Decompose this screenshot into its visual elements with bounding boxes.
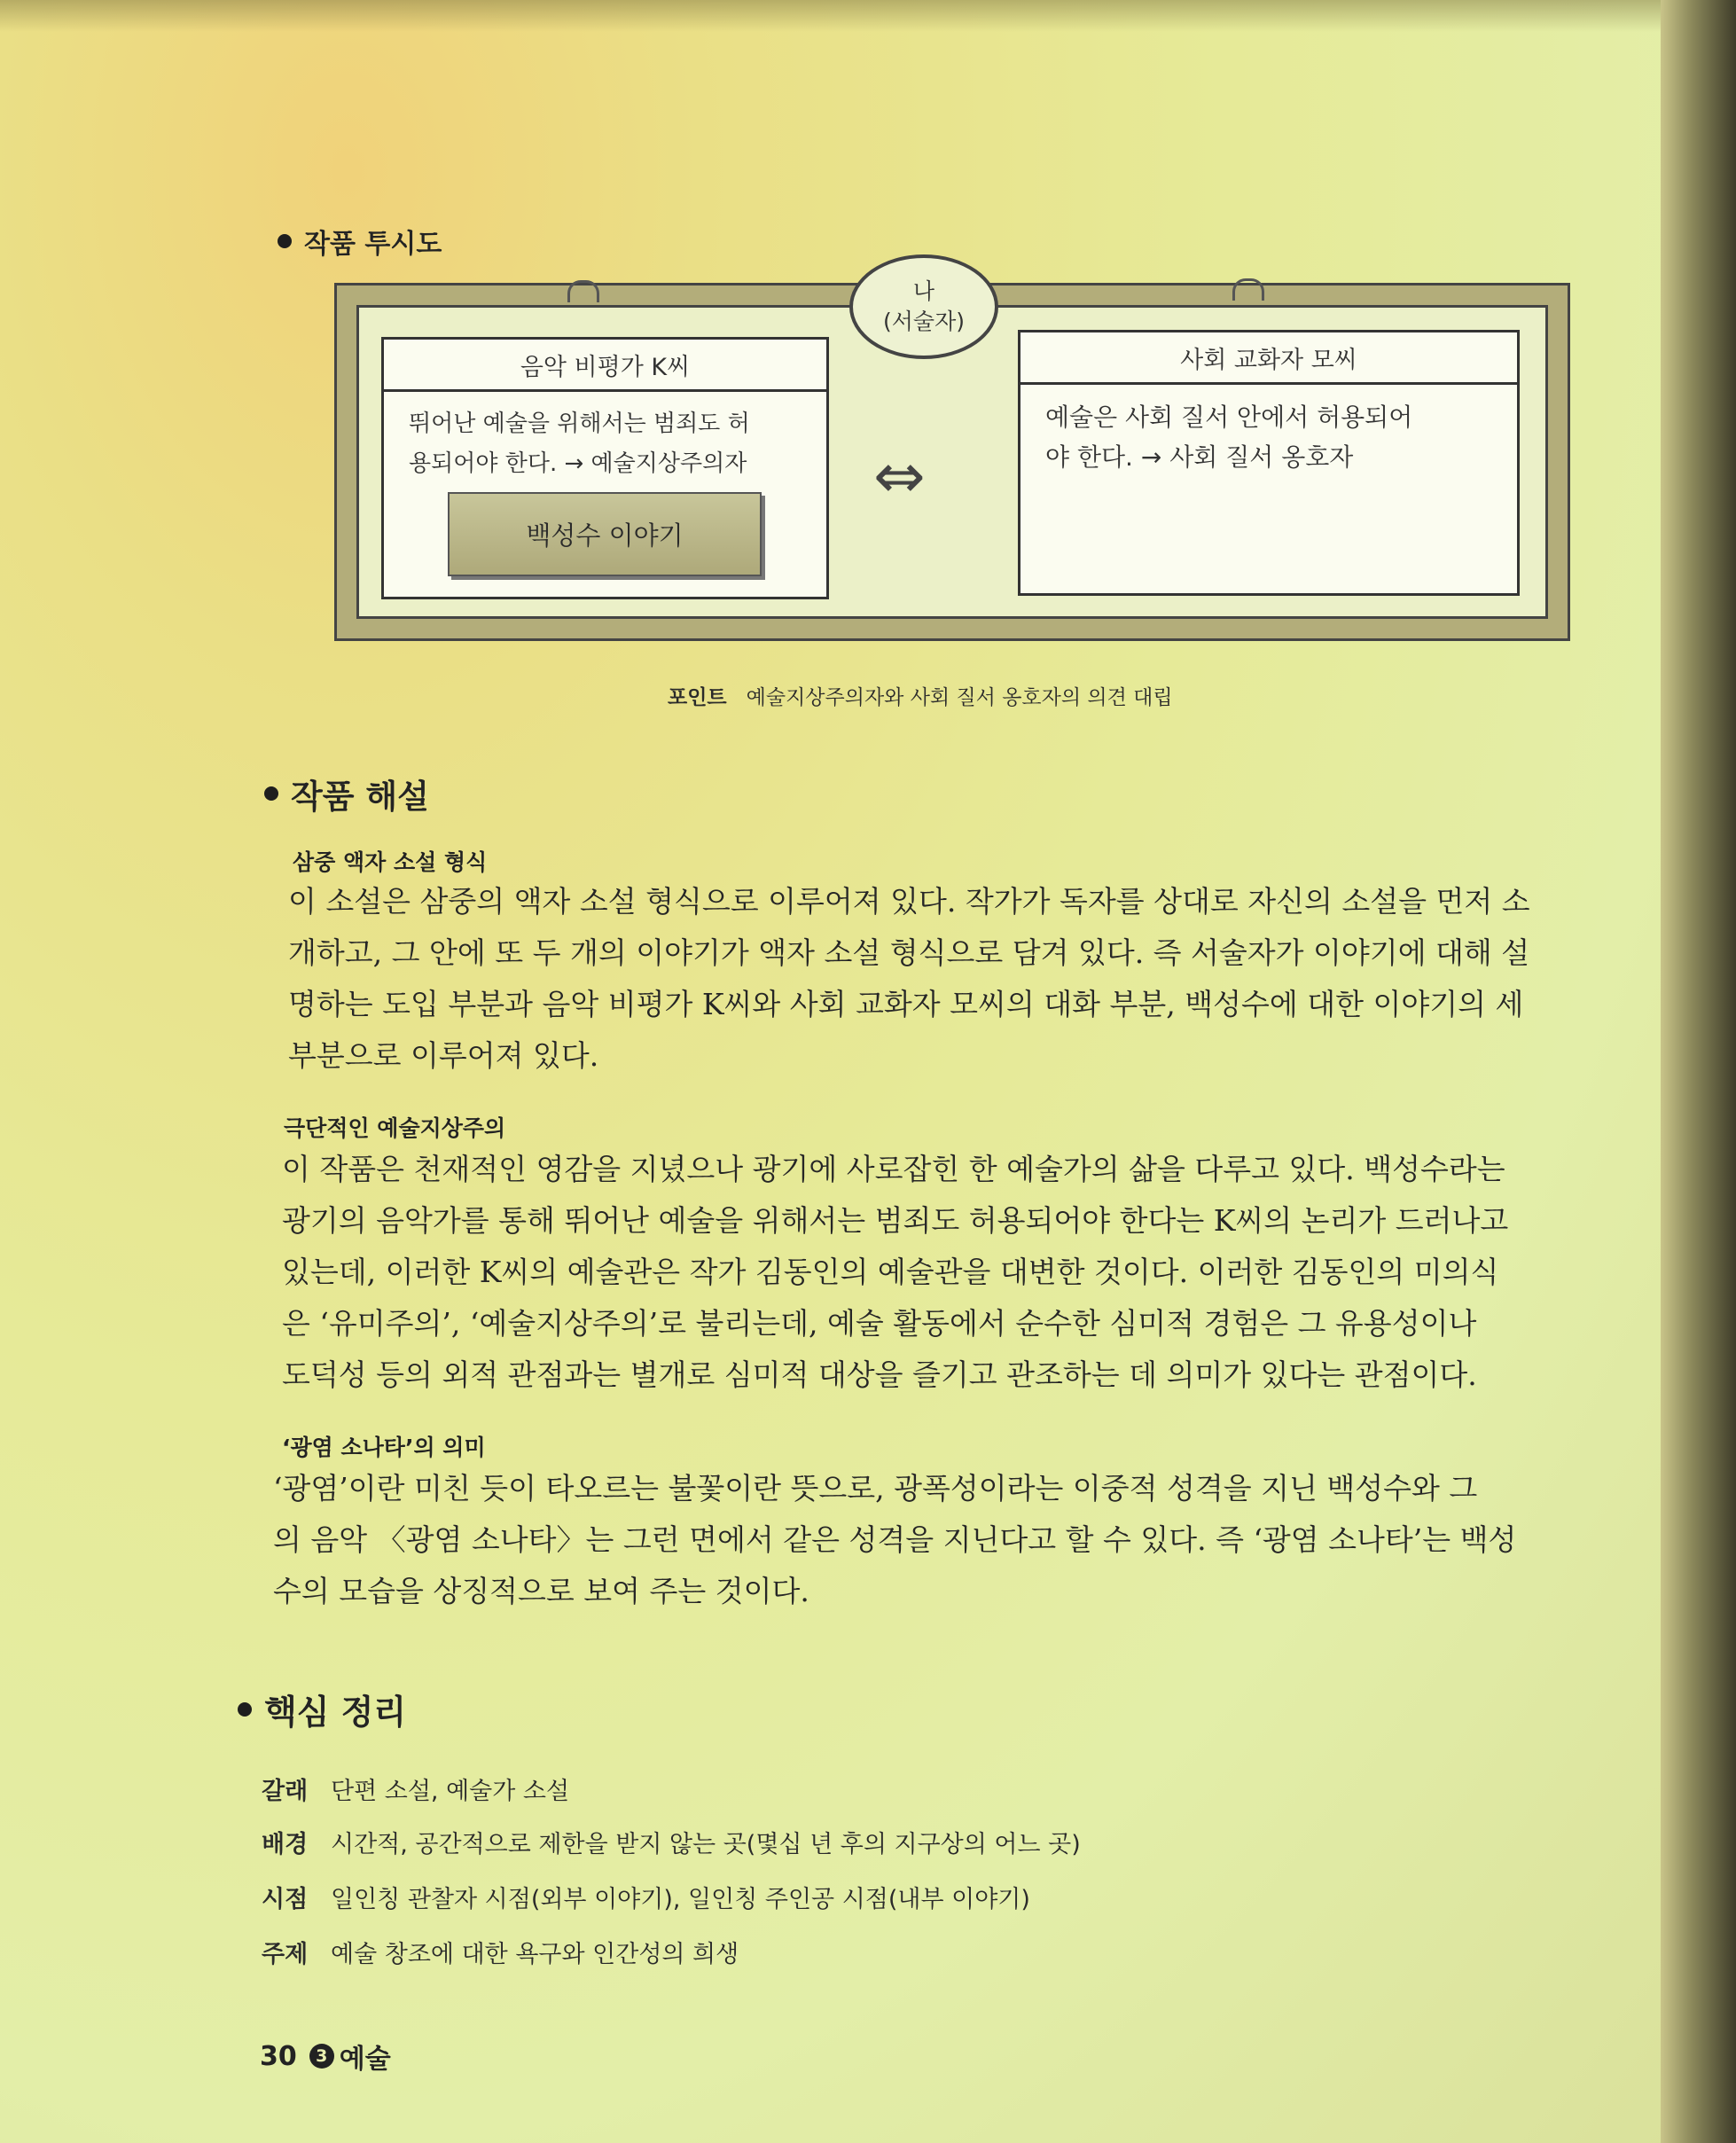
double-arrow-icon: ⇔	[873, 440, 926, 512]
analysis-subheading: 삼중 액자 소설 형식	[293, 849, 488, 875]
section-heading-analysis: 작품 해설	[264, 770, 429, 817]
bullet-icon	[238, 1702, 252, 1717]
caption-text: 예술지상주의자와 사회 질서 옹호자의 의견 대립	[746, 686, 1173, 709]
reformer-box	[1018, 330, 1520, 596]
frame-hook-icon	[1232, 278, 1264, 301]
bullet-icon	[278, 234, 292, 248]
page-footer	[260, 2037, 391, 2076]
frame-hook-icon	[567, 280, 599, 302]
summary-row: 시점 일인칭 관찰자 시점(외부 이야기), 일인칭 주인공 시점(내부 이야기)	[262, 1886, 1030, 1913]
diagram-caption	[668, 681, 1173, 710]
analysis-subheading: 극단적인 예술지상주의	[284, 1115, 506, 1141]
section-heading-diagram: 작품 투시도	[278, 222, 442, 261]
summary-row: 주제 예술 창조에 대한 욕구와 인간성의 희생	[262, 1941, 739, 1968]
page-top-shadow	[0, 0, 1736, 32]
bullet-icon	[264, 786, 278, 801]
critic-box-body: 뛰어난 예술을 위해서는 범죄도 허 용되어야 한다. → 예술지상주의자	[409, 411, 750, 477]
book-spine-shadow	[1661, 0, 1736, 2143]
reformer-box-title: 사회 교화자 모씨	[1020, 332, 1517, 385]
summary-row: 배경 시간적, 공간적으로 제한을 받지 않는 곳(몇십 년 후의 지구상의 어느 곳)	[262, 1831, 1081, 1858]
analysis-subheading: ‘광염 소나타’의 의미	[282, 1435, 486, 1460]
section-heading-summary: 핵심 정리	[238, 1685, 406, 1733]
chapter-number-badge: 3	[309, 2044, 334, 2069]
story-label: 백성수 이야기	[448, 492, 762, 576]
analysis-paragraph: 이 소설은 삼중의 액자 소설 형식으로 이루어져 있다. 작가가 독자를 상대로 자신의 소설을 먼저 소 개하고, 그 안에 또 두 개의 이야기가 액자 소설 형식으로 담겨 있다. 즉 서술자가 이야기에 대해 설 명하는 도입 부분과 음악 비평가 K씨와 사회 교화자 모씨의 대화 부분, 백성수에 대한 이야기의 세 부분으로 이루어져 있다.	[288, 884, 1530, 1073]
caption-label: 포인트	[668, 686, 727, 709]
critic-box-title: 음악 비평가 K씨	[384, 340, 826, 392]
analysis-paragraph: ‘광염’이란 미친 듯이 타오르는 불꽃이란 뜻으로, 광폭성이라는 이중적 성격을 지닌 백성수와 그 의 음악 〈광염 소나타〉는 그런 면에서 같은 성격을 지닌다고 할 수 있다. 즉 ‘광염 소나타’는 백성 수의 모습을 상징적으로 보여 주는 것이다.	[273, 1471, 1517, 1608]
narrator-role: (서술자)	[883, 309, 965, 334]
page-number: 30	[260, 2040, 297, 2072]
narrator-label: 나	[912, 278, 935, 304]
chapter-name: 예술	[339, 2044, 391, 2075]
analysis-paragraph: 이 작품은 천재적인 영감을 지녔으나 광기에 사로잡힌 한 예술가의 삶을 다루고 있다. 백성수라는 광기의 음악가를 통해 뛰어난 예술을 위해서는 범죄도 허용되어야 한다는 K씨의 논리가 드러나고 있는데, 이러한 K씨의 예술관은 작가 김동인의 예술관을 대변한 것이다. 이러한 김동인의 미의식 은 ‘유미주의’, ‘예술지상주의’로 불리는데, 예술 활동에서 순수한 심미적 경험은 그 유용성이나 도덕성 등의 외적 관점과는 별개로 심미적 대상을 즐기고 관조하는 데 의미가 있다는 관점이다.	[282, 1152, 1509, 1392]
narrator-badge	[849, 254, 998, 359]
reformer-box-body: 예술은 사회 질서 안에서 허용되어 야 한다. → 사회 질서 옹호자	[1045, 403, 1413, 472]
summary-row: 갈래 단편 소설, 예술가 소설	[262, 1778, 570, 1805]
